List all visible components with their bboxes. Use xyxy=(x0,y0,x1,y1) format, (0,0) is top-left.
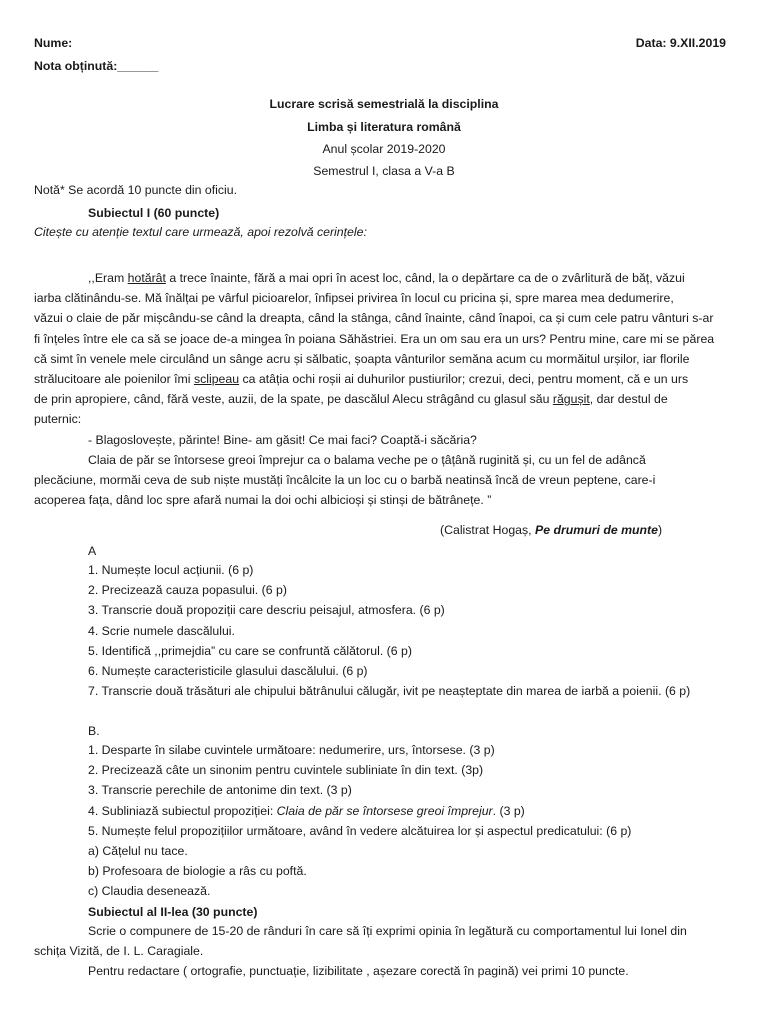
subject2-text xyxy=(34,921,744,982)
name-label: Nume: xyxy=(34,36,73,50)
text-line: acoperea fața, dând loc spre afară numai la doi ochi albicioși și stinși de bătrânețe. ” xyxy=(34,493,492,508)
subject2-heading: Subiectul al II-lea (30 puncte) xyxy=(88,905,258,919)
question-item: 2. Precizează cauza popasului. (6 p) xyxy=(88,583,287,598)
question-item: 6. Numește caracteristicile glasului dascălului. (6 p) xyxy=(88,664,368,679)
text-line: schița Vizită, de I. L. Caragiale. xyxy=(34,944,204,959)
grade-label: Nota obținută:______ xyxy=(34,59,159,73)
text-line: ,,Eram hotărât a trece înainte, fără a mai opri în acest loc, când, la o depărtare ca de o zvârlitură de băț, văzui xyxy=(88,271,685,285)
question-item: 1. Numește locul acțiunii. (6 p) xyxy=(88,563,254,577)
text-line: fi înțeles între ele ca să se joace de-a mingea în poiana Săhăstriei. Era un om sau era un urs? Pentru mine, care mi se părea xyxy=(34,331,715,346)
question-item: 3. Transcrie două propoziții care descriu peisajul, atmosfera. (6 p) xyxy=(88,603,445,618)
citation: (Calistrat Hogaș, Pe drumuri de munte) xyxy=(440,523,663,537)
text-line: de prin apropiere, când, fără veste, auzii, de la spate, pe dascălul Alecu strâgând cu glasul său răgușit, dar destul de xyxy=(34,392,668,407)
date-label: Data: 9.XII.2019 xyxy=(635,36,726,50)
title-line-4: Semestrul I, clasa a V-a B xyxy=(313,164,455,178)
question-item: 3. Transcrie perechile de antonime din text. (3 p) xyxy=(88,783,352,798)
question-item: 5. Numește felul propozițiilor următoare, având în vedere alcătuirea lor și aspectul predicatului: (6 p) xyxy=(88,823,632,838)
sub-item: b) Profesoara de biologie a râs cu poftă. xyxy=(88,864,307,879)
subject1-heading: Subiectul I (60 puncte) xyxy=(88,206,220,220)
partA-list xyxy=(88,560,690,701)
text-line: Pentru redactare ( ortografie, punctuație, lizibilitate , așezare corectă în pagină) vei primi 10 puncte. xyxy=(88,964,629,979)
title-line-3: Anul școlar 2019-2020 xyxy=(322,142,446,156)
text-line: plecăciune, mormăi ceva de sub niște mustăți încâlcite la un loc cu o barbă neatinsă încă de vreun peptene, care-i xyxy=(34,473,656,488)
text-line: iarba clătinându-se. Mă înălțai pe vârful picioarelor, înfipsei privirea în locul cu pricina și, spre marea mea dedumerire, xyxy=(34,291,674,306)
underlined-word: sclipeau xyxy=(193,372,240,387)
question-item: 4. Subliniază subiectul propoziției: Claia de păr se întorsese greoi împrejur. (3 p) xyxy=(88,803,525,818)
text-line: Claia de păr se întorsese greoi împrejur ca o balama veche pe o țâțână ruginită și, cu un fel de adâncă xyxy=(88,452,646,467)
sub-item: a) Cățelul nu tace. xyxy=(88,844,188,859)
title-line-2: Limba și literatura română xyxy=(307,120,461,134)
note-line: Notă* Se acordă 10 puncte din oficiu. xyxy=(34,183,238,197)
underlined-word: răgușit xyxy=(552,392,590,407)
subject1-instruction: Citește cu atenție textul care urmează, apoi rezolvă cerințele: xyxy=(34,225,367,239)
partB-label: B. xyxy=(88,724,100,738)
question-item: 4. Scrie numele dascălului. xyxy=(88,623,235,638)
text-line: că simt în venele mele circulând un sânge acru și sălbatic, șoapta vânturilor semăna acum cu mormăitul urșilor, iar florile xyxy=(34,351,690,366)
text-line: strălucitoare ale poienilor îmi sclipeau ca atâția ochi roșii ai duhurilor pustiurilor; crezui, deci, pentru moment, că e un urs xyxy=(34,372,689,387)
question-item: 7. Transcrie două trăsături ale chipului bătrânului călugăr, ivit pe neașteptate din marea de iarbă a poienii. (6 p) xyxy=(88,684,691,699)
question-item: 2. Precizează câte un sinonim pentru cuvintele subliniate în din text. (3p) xyxy=(88,763,484,778)
work-title: Pe drumuri de munte xyxy=(535,523,658,537)
sub-item: c) Claudia desenează. xyxy=(88,884,211,899)
text-line: puternic: xyxy=(34,412,82,427)
partA-label: A xyxy=(88,544,97,558)
title-line-1: Lucrare scrisă semestrială la disciplina xyxy=(269,97,499,111)
text-line: Scrie o compunere de 15-20 de rânduri în care să îți exprimi opinia în legătură cu comportamentul lui Ionel din xyxy=(88,924,687,938)
quoted-sentence: Claia de păr se întorsese greoi împrejur xyxy=(276,803,493,818)
dialogue-line: - Blagoslovește, părinte! Bine- am găsit! Ce mai faci? Coaptă-i săcăria? xyxy=(88,432,477,447)
partB-list xyxy=(88,740,631,902)
literary-text xyxy=(34,268,744,510)
question-item: 5. Identifică ,,primejdia” cu care se confruntă călătorul. (6 p) xyxy=(88,643,412,658)
underlined-word: hotărât xyxy=(127,271,166,285)
question-item: 1. Desparte în silabe cuvintele următoare: nedumerire, urs, întorsese. (3 p) xyxy=(88,743,495,757)
text-line: văzui o claie de păr mișcându-se când la dreapta, când la stânga, când înainte, când înapoi, ca și cum cele patru vânturi s-ar xyxy=(34,311,714,326)
